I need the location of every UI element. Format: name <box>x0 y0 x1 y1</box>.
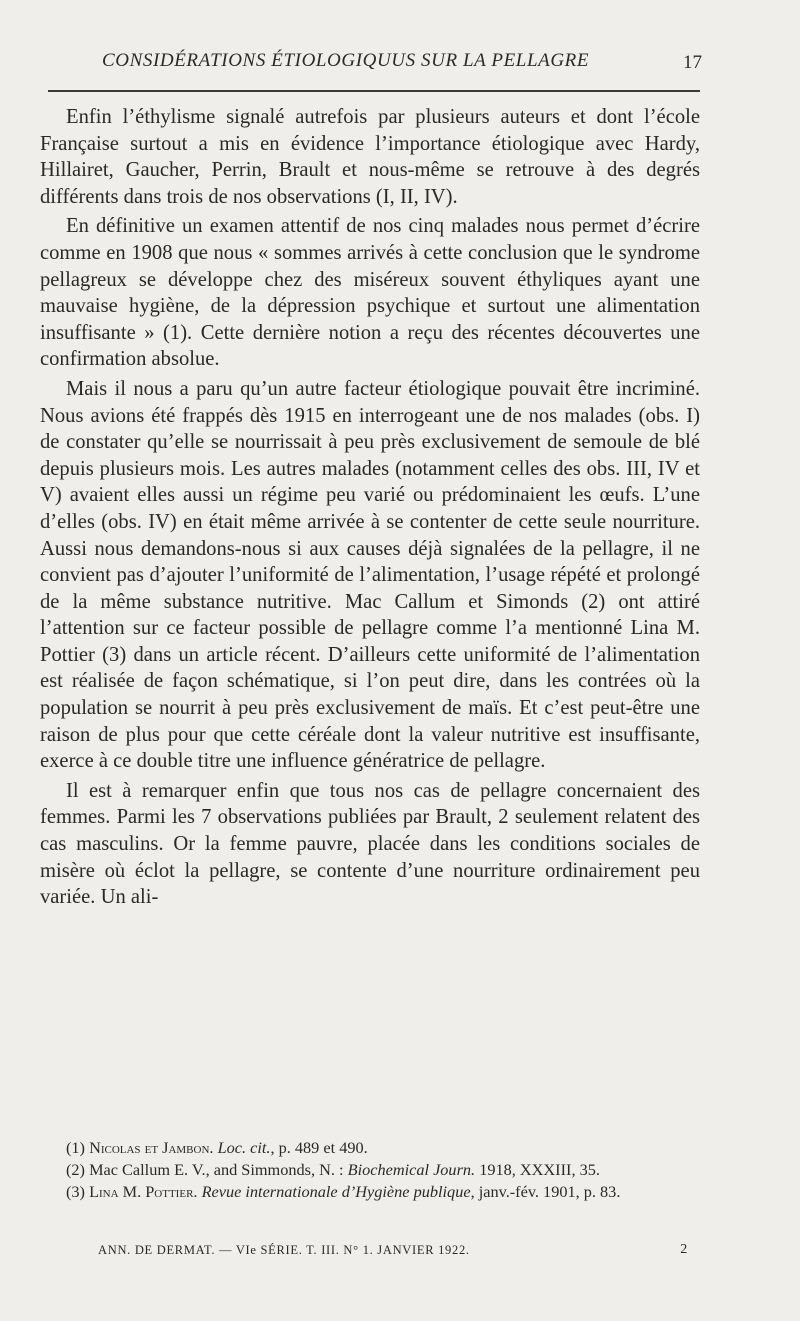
body-text <box>40 104 700 914</box>
footnote-authors: Lina M. Pottier. <box>89 1182 198 1201</box>
header-rule <box>48 90 700 92</box>
paragraph-definitive: En définitive un examen attentif de nos cinq malades nous permet d’écrire comme en 1908 que nous « sommes arrivés à cette conclusion que le syndrome pellagreux se développe chez des miséreux souvent éthyliques ayant une mauvaise hygiène, de la dépression psychique et surtout une alimentation insuffisante » (1). Cette dernière notion a reçu des récentes découvertes une confirmation absolue. <box>40 215 700 371</box>
paragraph-autre-facteur: Mais il nous a paru qu’un autre facteur étiologique pouvait être incriminé. Nous avions été frappés dès 1915 en interrogeant une de nos malades (obs. I) de constater qu’elle se nourrissait à peu près exclusivement de semoule de blé depuis plusieurs mois. Les autres malades (notamment celles des obs. III, IV et V) avaient elles aussi un régime peu varié ou prédominaient les œufs. L’une d’elles (obs. IV) en était même arrivée à se contenter de cette seule nourriture. Aussi nous demandons-nous si aux causes déjà signalées de la pellagre, il ne convient pas d’ajouter l’uniformité de l’alimentation, l’usage répété et prolongé de la même substance nutritive. Mac Callum et Simonds (2) ont attiré l’attention sur ce facteur possible de pellagre comme l’a mentionné Lina M. Pottier (3) dans un article récent. D’ailleurs cette uniformité de l’alimentation est réalisée de façon schématique, si l’on peut dire, dans les contrées où la population se nourrit à peu près exclusivement de maïs. Et c’est peut-être une raison de plus pour que cette céréale dont la valeur nutritive est insuffisante, exerce à ce double titre une influence génératrice de pellagre. <box>40 377 700 773</box>
running-head <box>40 50 700 80</box>
footnotes <box>40 1137 700 1203</box>
footnote-mark: (2) <box>66 1160 85 1179</box>
footnote-authors: Mac Callum E. V., and Simmonds, N. : <box>89 1160 344 1179</box>
footnote-work: Revue internationale d’Hygiène publique <box>201 1182 471 1201</box>
page-number: 17 <box>683 52 702 73</box>
footnote-work: Loc. cit. <box>217 1138 271 1157</box>
footnote-work: Biochemical Journ. <box>347 1160 476 1179</box>
footnote-mark: (1) <box>66 1138 85 1157</box>
journal-footer-label: ANN. DE DERMAT. — VIe SÉRIE. T. III. N° 1. JANVIER 1922. <box>98 1243 470 1257</box>
footnote-details: 1918, XXXIII, 35. <box>479 1160 600 1179</box>
journal-footer <box>98 1243 700 1263</box>
footnote <box>40 1137 700 1159</box>
paragraph-ethylisme: Enfin l’éthylisme signalé autrefois par plusieurs auteurs et dont l’école Française surtout a mis en évidence l’importance étiologique avec Hardy, Hillairet, Gaucher, Perrin, Brault et nous-même se retrouve à des degrés différents dans trois de nos observations (I, II, IV). <box>40 106 700 208</box>
footnote-authors: Nicolas et Jambon. <box>89 1138 214 1157</box>
document-page <box>40 0 700 1321</box>
running-title: CONSIDÉRATIONS ÉTIOLOGIQUUS SUR LA PELLAGRE <box>102 50 590 71</box>
footnote-details: , p. 489 et 490. <box>270 1138 368 1157</box>
sheet-number: 2 <box>680 1242 688 1257</box>
footnote <box>40 1181 700 1203</box>
footnote-details: , janv.-fév. 1901, p. 83. <box>470 1182 621 1201</box>
footnote-mark: (3) <box>66 1182 85 1201</box>
footnote <box>40 1159 700 1181</box>
paragraph-femmes: Il est à remarquer enfin que tous nos cas de pellagre concernaient des femmes. Parmi les 7 observations publiées par Brault, 2 seulement relatent des cas masculins. Or la femme pauvre, placée dans les conditions sociales de misère où éclot la pellagre, se contente d’une nourriture ordinairement peu variée. Un ali- <box>40 779 700 909</box>
